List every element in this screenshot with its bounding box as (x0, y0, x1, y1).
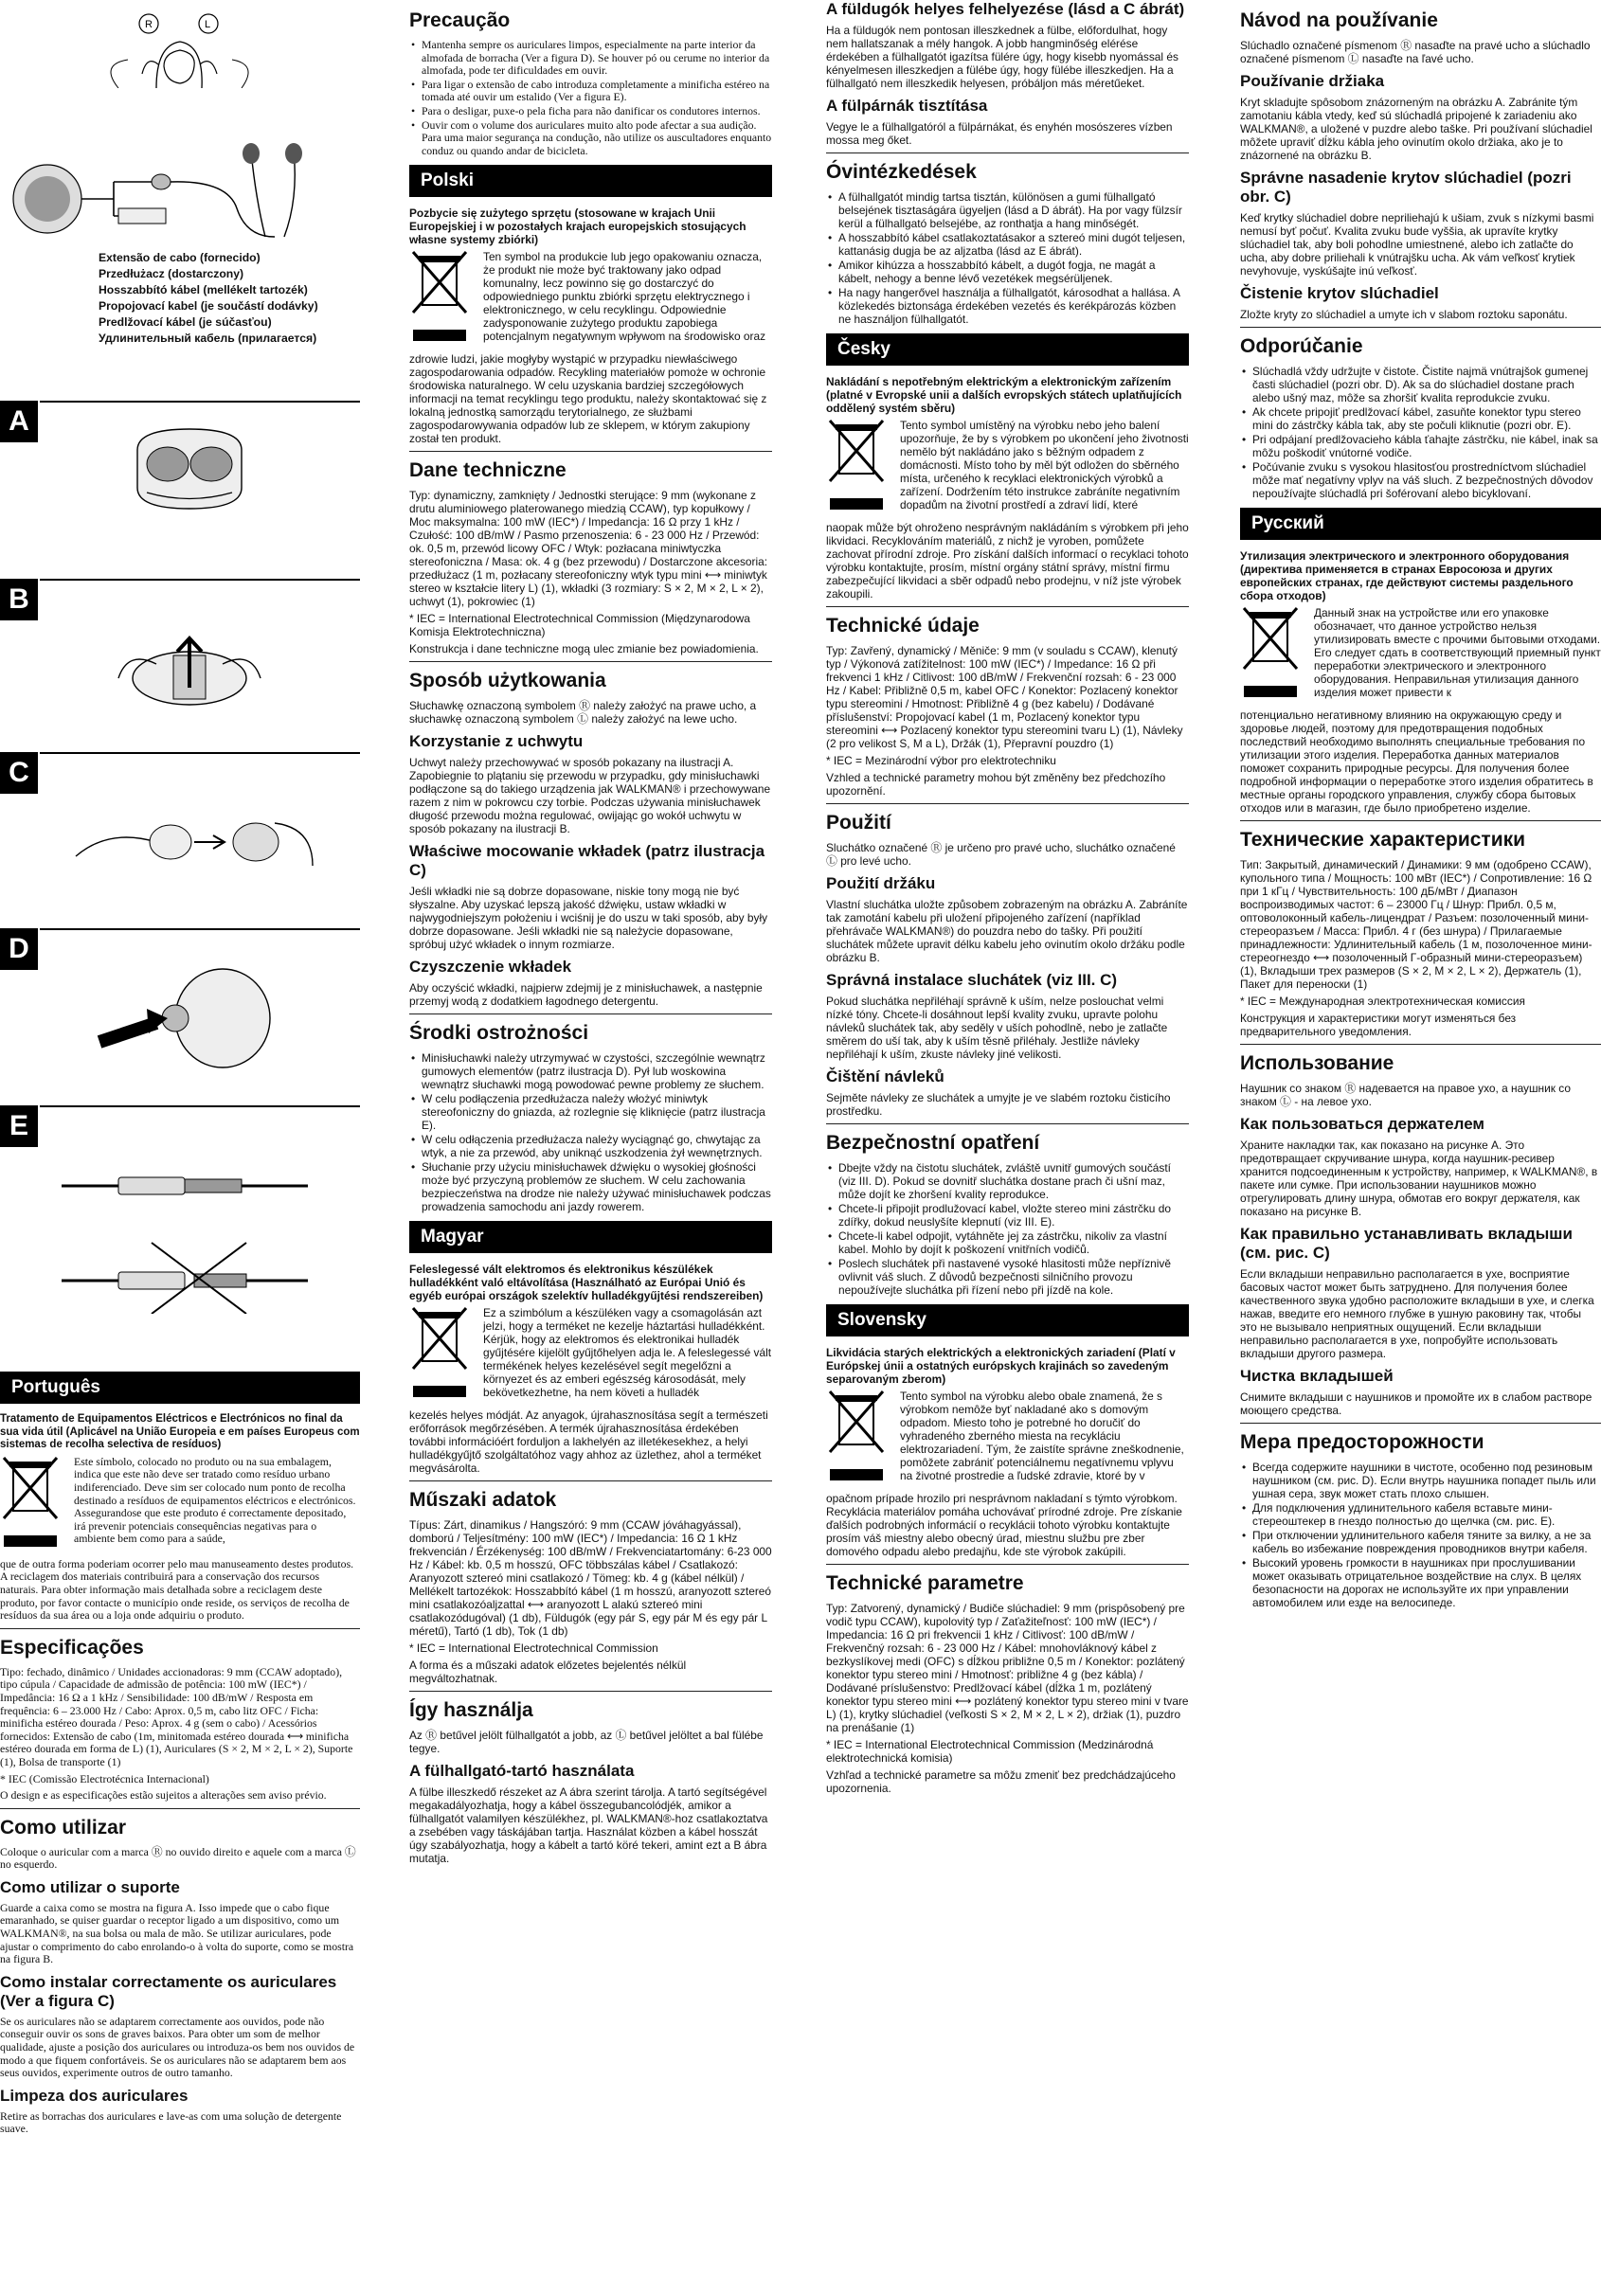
precautions-list (826, 1161, 1189, 1297)
use-heading: Использование (1240, 1052, 1394, 1074)
cable-label-ru: Удлинительный кабель (прилагается) (99, 332, 317, 345)
cable-label-pl: Przedłużacz (dostarczony) (99, 267, 244, 280)
list-item: • Słuchanie przy użyciu minisłuchawek dźwięku o wysokiej głośności może być przyczyną problemów ze słuchem. W celu zachowania bezpieczeństwa na drodze nie należy używać minisłuchawek podczas prowadzenia samochodu ani jazdy rowerem. (409, 1160, 772, 1213)
holder-heading: Použití držáku (826, 874, 936, 892)
precaucao-list (409, 39, 772, 157)
install-text: Pokud sluchátka nepřiléhají správně k uším, nelze poslouchat velmi nízké tóny. Chcete-li dosáhnout lepší kvality zvuku, upravte polohu návleků sluchátek tak, aby seděly v uších pohodlně, nebo je zatlačte směrem do uší tak, aby k uším těsně přiléhaly. Jestliže návleky nepřiléhají k uším, zkuste návleky jiné velikosti. (826, 995, 1168, 1061)
use-heading: Sposób użytkowania (409, 670, 606, 692)
use-heading: Como utilizar (0, 1816, 127, 1839)
install-heading: A füldugók helyes felhelyezése (lásd a C ábrát) (826, 0, 1185, 18)
weee-title: Feleslegessé vált elektromos és elektronikus készülékek hulladékként való eltávolítása (Használható az Európai Unió és egyéb európai országok szelektív hulladékgyűjtési rendszereiben) (409, 1263, 764, 1303)
precautions-list (1240, 1461, 1601, 1609)
install-heading: Właściwe mocowanie wkładek (patrz ilustracja C) (409, 842, 765, 880)
figure-extension-cable (9, 142, 322, 251)
clean-heading: Čistenie krytov slúchadiel (1240, 284, 1439, 302)
install-heading: Как правильно устанавливать вкладыши (см. рис. C) (1240, 1225, 1573, 1262)
list-item: • При отключении удлинительного кабеля тяните за вилку, а не за кабель во избежание повреждения проводников внутри кабеля. (1240, 1529, 1601, 1555)
figure-section-e (0, 1105, 360, 1333)
use-text: Słuchawkę oznaczoną symbolem Ⓡ należy założyć na prawe ucho, a słuchawkę oznaczoną symbolem Ⓛ należy założyć na lewe ucho. (409, 699, 757, 726)
list-item: • A fülhallgatót mindig tartsa tisztán, különösen a gumi fülhallgató belsejének tisztaságára ügyeljen (lásd a D ábrát). Ha por vagy fülzsír kerül a fülhallgató belsejébe, az ronthatja a hang minőségét. (826, 190, 1189, 230)
language-bar-russian: Русский (1240, 508, 1601, 540)
precautions-heading: Środki ostrożności (409, 1022, 589, 1045)
use-text: Az Ⓡ betűvel jelölt fülhallgatót a jobb, az Ⓛ betűvel jelöltet a bal fülébe tegye. (409, 1729, 764, 1756)
section-slovensky (826, 1304, 1189, 1795)
list-item: • W celu podłączenia przedłużacza należy włożyć miniwtyk stereofoniczny do gniazda, aż rozlegnie się kliknięcie (patrz ilustracja E). (409, 1092, 772, 1132)
clean-text: Aby oczyścić wkładki, najpierw zdejmij je z minisłuchawek, a następnie przemyj wodą z dodatkiem łagodnego detergentu. (409, 981, 763, 1009)
weee-text: Данный знак на устройстве или его упаковке обозначает, что данное устройство нельзя утилизировать вместе с прочими бытовыми отходами. Его следует сдать в соответствующий приемный пункт переработки электрического и электронного оборудования. Неправильная утилизация данного изделия может привести к (1314, 606, 1601, 699)
spec-heading: Especificações (0, 1636, 144, 1659)
weee-bin-icon (409, 250, 476, 352)
precautions-list (1240, 365, 1601, 500)
list-item: • Amikor kihúzza a hosszabbító kábelt, a dugót fogja, ne magát a kábelt, nehogy a benne lévő vezetékek megsérüljenek. (826, 259, 1189, 285)
spec-heading: Technické parametre (826, 1572, 1024, 1594)
spec-note: * IEC = International Electrotechnical Commission (409, 1641, 658, 1656)
list-item: • W celu odłączenia przedłużacza należy wyciągnąć go, chwytając za wtyk, a nie za przewód, aby uniknąć uszkodzenia żył wewnętrznych. (409, 1133, 772, 1159)
spec-note: * IEC = International Electrotechnical Commission (Medzinárodná elektrotechnická komisia) (826, 1738, 1154, 1765)
clean-heading: Чистка вкладышей (1240, 1367, 1394, 1385)
holder-heading: Como utilizar o suporte (0, 1877, 180, 1896)
weee-continued: zdrowie ludzi, jakie mogłyby wystąpić w przypadku niewłaściwego zagospodarowania odpadów. Recykling materiałów pomoże w ochronie środowiska naturalnego. W celu uzyskania bardziej szczegółowych informacji na temat recyklingu tego produktu, należy skontaktować się z lokalną jednostką samorządu terytorialnego, ze służbami zagospodarowywania odpadów lub ze sklepem, w którym zakupiony został ten produkt. (409, 352, 767, 446)
list-item: • Высокий уровень громкости в наушниках при прослушивании может оказывать отрицательное воздействие на слух. В целях безопасности на дорогах не используйте их при управлении автомобилем или езде на велосипеде. (1240, 1556, 1601, 1609)
list-item: • Dbejte vždy na čistotu sluchátek, zvláště uvnitř gumových součástí (viz III. D). Pokud se dovnitř sluchátka dostane prach či ušní maz, může dojít ke zhoršení kvality reprodukce. (826, 1161, 1189, 1201)
list-item: • Ha nagy hangerővel használja a fülhallgatót, károsodhat a hallása. A közlekedés biztonsága érdekében vezetés és kerékpározás közben ne használjon fülhallgatót. (826, 286, 1189, 326)
figure-section-c (0, 752, 360, 946)
spec-text: Tipo: fechado, dinâmico / Unidades accionadoras: 9 mm (CCAW adoptado), tipo cúpula / Capacidade de admissão de potência: 100 mW (IEC*) / Impedância: 16 Ω a 1 kHz / Sensibilidade: 100 dB/mW / Resposta em frequência: 6 – 23.000 Hz / Cabo: Aprox. 0,5 m, cabo litz OFC / Ficha: minificha estéreo dourada / Peso: Aprox. 4 g (sem o cabo) / Acessórios fornecidos: Extensão de cabo (1m, minitomada estéreo dourada ⟷ minificha estéreo dourada em forma de L) (1), Auriculares (S × 2, M × 2, L × 2), Suporte (1), Bolsa de transporte (1) (0, 1664, 353, 1768)
weee-continued: naopak může být ohroženo nesprávným nakládáním s výrobkem při jeho likvidaci. Recyklováním materiálů, z nichž je vyroben, pomůžete zachovat přírodní zdroje. Pro získání dalších informací o recyklaci tohoto výrobku kontaktujte, prosím, místní orgány státní správy, místní firmu zabezpečující likvidaci a sběr odpadů nebo prodejnu, v níž jste výrobek zakoupili. (826, 521, 1189, 601)
language-bar-portugues: Português (0, 1372, 360, 1404)
list-item: • Ouvir com o volume dos auriculares muito alto pode afectar a sua audição. Para uma maior segurança na condução, não utilize os auscultadores enquanto conduz ou quando andar de bicicleta. (409, 119, 772, 158)
use-text: Slúchadlo označené písmenom Ⓡ nasaďte na pravé ucho a slúchadlo označené písmenom Ⓛ nasaďte na ľavé ucho. (1240, 39, 1591, 65)
section-cesky (826, 333, 1189, 1297)
use-heading: Így használja (409, 1699, 533, 1722)
weee-text: Este símbolo, colocado no produto ou na sua embalagem, indica que este não deve ser tratado como resíduo urbano indiferenciado. Deve sim ser colocado num ponto de recolha destinado a resíduos de equipamentos eléctricos e electrónicos. Assegurandose que este produto é correctamente depositado, irá prevenir potenciais consequências negativas para o ambiente bem como para a saúde, (74, 1454, 356, 1546)
weee-bin-icon (1240, 606, 1306, 709)
column-4 (1240, 0, 1601, 2296)
figure-section-a (0, 401, 360, 595)
install-heading: Como instalar correctamente os auriculares (Ver a figura C) (0, 1972, 337, 2010)
precaucao-heading: Precaução (409, 9, 511, 31)
install-text: Se os auriculares não se adaptarem correctamente aos ouvidos, pode não conseguir ouvir os sons de graves baixos. Para obter um som de melhor qualidade, ajuste a posição dos auriculares ou introduza-os bem nos ouvidos de modo a que fiquem confortáveis. Se os auriculares não se adaptarem bem aos seus ouvidos, experimente outros de outro tamanho. (0, 2014, 355, 2080)
section-precaucao (409, 9, 772, 157)
figure-section-b (0, 579, 360, 773)
weee-title: Утилизация электрического и электронного оборудования (директива применяется в странах Евросоюза и других европейских странах, где действуют системы раздельного сбора отходов) (1240, 549, 1574, 602)
spec-note: * IEC = Mezinárodní výbor pro elektrotechniku (826, 754, 1056, 767)
weee-bin-icon (826, 1390, 892, 1492)
precautions-heading: Мера предосторожности (1240, 1431, 1484, 1453)
list-item: • Para o desligar, puxe-o pela ficha para não danificar os condutores internos. (409, 105, 772, 118)
clean-text: Sejměte návleky ze sluchátek a umyjte je ve slabém roztoku čisticího prostředku. (826, 1091, 1171, 1118)
figure-letter-d: D (0, 928, 38, 970)
weee-title: Pozbycie się zużytego sprzętu (stosowane w krajach Unii Europejskiej i w pozostałych krajach europejskich stosujących własne systemy zbiórki) (409, 206, 747, 247)
holder-heading: Как пользоваться держателем (1240, 1115, 1484, 1133)
weee-text: Ten symbol na produkcie lub jego opakowaniu oznacza, że produkt nie może być traktowany jako odpad komunalny, lecz powinno się go dostarczyć do odpowiedniego punktu zbiórki sprzętu elektrycznego i elektronicznego, w celu recyklingu. Odpowiednie zadysponowanie zużytego produktu zapobiega potencjalnym negatywnym wpływom na środowisko oraz (483, 250, 766, 344)
figure-section-d (0, 928, 360, 1122)
list-item: • Chcete-li připojit prodlužovací kabel, vložte stereo mini zástrčku do zdířky, dokud neuslyšíte klepnutí (viz III. E). (826, 1202, 1189, 1229)
spec-note-2: A forma és a műszaki adatok előzetes bejelentés nélkül megváltozhatnak. (409, 1659, 687, 1686)
list-item: • Para ligar o extensão de cabo introduza completamente a minificha estéreo na tomada até ouvir um estalido (Ver a figura E). (409, 79, 772, 104)
use-heading: Návod na používanie (1240, 9, 1438, 31)
eartip-cleaning-illustration (90, 961, 279, 1075)
holder-illustration (118, 422, 261, 516)
column-3 (826, 0, 1189, 2296)
spec-text: Typ: Zavřený, dynamický / Měniče: 9 mm (v souladu s CCAW), klenutý typ / Výkonová zatížitelnost: 100 mW (IEC*) / Impedance: 16 Ω při frekvenci 1 kHz / Citlivost: 100 dB/mW / Frekvenční rozsah: 6 - 23 000 Hz / Kabel: Přibližně 0,5 m, kabel OFC / Konektor: Pozlacený konektor typu stereomini / Hmotnost: Přibližně 4 g (bez kabelu) / Dodávané příslušenství: Propojovací kabel (1 m, Pozlacený konektor typu stereomini ⟷ Pozlacený konektor typu stereomini tvaru L) (1), Návleky (2 pro velikost S, M a L), Držák (1), Přepravní pouzdro (1) (826, 644, 1183, 750)
clean-text: Снимите вкладыши с наушников и промойте их в слабом растворе моющего средства. (1240, 1390, 1592, 1417)
plug-connect-illustration (62, 1153, 308, 1314)
spec-note-2: O design e as especificações estão sujeitos a alterações sem aviso prévio. (0, 1788, 327, 1803)
spec-text: Típus: Zárt, dinamikus / Hangszóró: 9 mm (CCAW jóváhagyással), domború / Teljesítmény: 100 mW (IEC*) / Impedancia: 16 Ω 1 kHz frekvencián / Érzékenység: 100 dB/mW / Frekvenciatartomány: 6-23 000 Hz / Kábel: kb. 0,5 m hosszú, OFC többszálas kábel / Csatlakozó: Aranyozott sztereó mini csatlakozó / Tömeg: kb. 4 g (kábel nélkül) / Mellékelt tartozékok: Hosszabbító kábel (1 m hosszú, aranyozott sztereó mini csatlakozóaljzattal ⟷ aranyozott L alakú sztereó mini csatlakozódugóval) (1 db), Füldugók (egy pár S, egy pár M és egy pár L méretű), Tartó (1 db), Tok (1 db) (409, 1518, 772, 1639)
list-item: • Chcete-li kabel odpojit, vytáhněte jej za zástrčku, nikoliv za vlastní kabel. Mohlo by dojít k poškození vnitřních vodičů. (826, 1229, 1189, 1256)
holder-text: Uchwyt należy przechowywać w sposób pokazany na ilustracji A. Zapobiegnie to plątaniu się przewodu w przypadku, gdy minisłuchawki podłączone są do takiego urządzenia jak WALKMAN® i przechowywane razem z nim w pokrowcu czy torbie. Podczas używania minisłuchawek długość przewodu można regulować, owijając go wokół uchwytu w sposób pokazany na ilustracji B. (409, 756, 771, 836)
weee-text: Tento symbol umístěný na výrobku nebo jeho balení upozorňuje, že by s výrobkem po ukončení jeho životnosti nemělo být nakládáno jako s běžným odpadem z domácnosti. Místo toho by měl být odložen do sběrného místa, určeného k recyklaci elektronických výrobků a zařízení. Dodržením této instrukce zabráníte negativním dopadům na životní prostředí a zdraví lidí, které (900, 419, 1189, 511)
language-bar-slovensky: Slovensky (826, 1304, 1189, 1336)
spec-note: * IEC = Международная электротехническая комиссия (1240, 995, 1525, 1008)
cable-label-sk: Predlžovací kábel (je súčasťou) (99, 315, 272, 329)
install-heading: Správne nasadenie krytov slúchadiel (pozri obr. C) (1240, 169, 1572, 206)
use-text: Наушник со знаком Ⓡ надевается на правое ухо, а наушник со знаком Ⓛ - на левое ухо. (1240, 1082, 1571, 1108)
weee-continued: потенциально негативному влиянию на окружающую среду и здоровье людей, поэтому для предотвращения подобных последствий необходимо выполнять специальные требования по утилизации этого изделия. Переработка данных материалов поможет сохранить природные ресурсы. Для получения более подробной информации о переработке этого изделия обратитесь в местные органы городского управления, службу сбора бытовых отходов или в магазин, где было приобретено изделие. (1240, 709, 1593, 815)
language-bar-polski: Polski (409, 165, 772, 197)
clean-text: Zložte kryty zo slúchadiel a umyte ich v slabom roztoku saponátu. (1240, 308, 1568, 321)
use-text: Coloque o auricular com a marca Ⓡ no ouvido direito e aquele com a marca Ⓛ no esquerdo. (0, 1844, 356, 1872)
precautions-list (409, 1051, 772, 1213)
list-item: • Minisłuchawki należy utrzymywać w czystości, szczególnie wewnątrz gumowych elementów (patrz ilustracja D). Pył lub woskowina wewnątrz słuchawki mogą powodować pewne problemy ze słuchem. (409, 1051, 772, 1091)
cable-label-pt: Extensão de cabo (fornecido) (99, 251, 261, 264)
section-polski (409, 165, 772, 1213)
list-item: • Для подключения удлинительного кабеля вставьте мини-стереоштекер в гнездо полностью до щелчка (см. рис. E). (1240, 1501, 1601, 1528)
weee-continued: kezelés helyes módját. Az anyagok, újrahasznosítása segít a természeti erőforrások megőrzésében. A termék újrahasznosítása érdekében további információért forduljon a lakhelyén az illetékesekhez, a helyi hulladékgyűjtő szolgáltatóhoz vagy ahhoz az üzlethez, ahol a terméket megvásárolta. (409, 1408, 768, 1476)
spec-text: Typ: dynamiczny, zamknięty / Jednostki sterujące: 9 mm (wykonane z drutu aluminiowego platerowanego miedzią CCAW), typ kopułkowy / Moc maksymalna: 100 mW (IEC*) / Impedancja: 16 Ω przy 1 kHz / Czułość: 100 dB/mW / Pasmo przenoszenia: 6 - 23 000 Hz / Przewód: ok. 0,5 m, przewód licowy OFC / Wtyk: pozłacana miniwtyczka stereofoniczna / Masa: ok. 4 g (bez przewodu) / Dostarczone akcesoria: przedłużacz (1 m, pozłacany stereofoniczny wtyk typu mini ⟷ miniwtyk stereo w kształcie litery L) (1), wkładki (3 rozmiary: S × 2, M × 2, L × 2), uchwyt (1), pokrowiec (1) (409, 489, 768, 609)
clean-heading: Limpeza dos auriculares (0, 2086, 189, 2105)
install-text: Jeśli wkładki nie są dobrze dopasowane, niskie tony mogą nie być słyszalne. Aby uzyskać lepszą jakość dźwięku, ustaw wkładki w najwygodniejszym położeniu i wciśnij je do uszu w taki sposób, aby były dobrze dopasowane. Jeśli wkładki nie są należycie dopasowane, spróbuj użyć wkładek o innym rozmiarze. (409, 885, 768, 952)
weee-title: Nakládání s nepotřebným elektrickým a elektronickým zařízením (platné v Evropské unii a dalších evropských státech uplatňujících oddělený systém sběru) (826, 375, 1182, 415)
figure-letter-b: B (0, 579, 38, 620)
column-2 (409, 0, 772, 2296)
holder-text: A fülbe illeszkedő részeket az A ábra szerint tárolja. A tartó segítségével megakadályozhatja, hogy a kábel összegubancolódjék, amikor a fülhallgatót valamilyen készülékhez, pl. WALKMAN®-hoz csatlakoztatva a zsebében vagy táskájában tartja. Használat közben a kábel hosszát úgy szabályozhatja, hogy a kábelt a tartó köré tekeri, amint ezt a B ábra mutatja. (409, 1785, 768, 1866)
spec-text: Тип: Закрытый, динамический / Динамики: 9 мм (одобрено CCAW), купольного типа / Мощность: 100 мВт (IEC*) / Сопротивление: 16 Ω при 1 кГц / Чувствительность: 100 дБ/мВт / Диапазон воспроизводимых частот: 6 – 23000 Гц / Шнур: Прибл. 0,5 м, оптоволоконный кабель-лицендрат / Разъем: позолоченный мини-стереоразъем / Масса: Прибл. 4 г (без шнура) / Прилагаемые принадлежности: Удлинительный кабель (1 м, позолоченное мини-стереогнездо ⟷ позолоченный Г-образный мини-стереоразъем) (1), Вкладыши трех размеров (S × 2, M × 2, L × 2), Держатель (1), Пакет для переноски (1) (1240, 858, 1592, 991)
list-item: • A hosszabbító kábel csatlakoztatásakor a sztereó mini dugót teljesen, kattanásig dugja be az aljzatba (lásd az E ábrát). (826, 231, 1189, 258)
weee-bin-icon (0, 1456, 66, 1558)
clean-heading: Czyszczenie wkładek (409, 958, 572, 977)
language-bar-magyar: Magyar (409, 1221, 772, 1253)
spec-note: * IEC = International Electrotechnical Commission (Międzynarodowa Komisja Elektrotechniczna) (409, 612, 750, 639)
ear-mark-l: L (205, 19, 211, 30)
weee-bin-icon (409, 1306, 476, 1408)
spec-text: Typ: Zatvorený, dynamický / Budiče slúchadiel: 9 mm (prispôsobený pre vodič typu CCAW), kupolovitý typ / Zaťažiteľnosť: 100 mW (IEC*) / Impedancia: 16 Ω pri frekvencii 1 kHz / Citlivosť: 100 dB/mW / Frekvenčný rozsah: 6 - 23 000 Hz / Kábel: mnohovláknový kábel z bezkyslíkovej medi (OFC) s dĺžkou približne 0,5 m / Konektor: pozlátený konektor typu stereo mini / Hmotnosť: približne 4 g (bez kábla) / Dodávané príslušenstvo: Predlžovací kábel (dĺžka 1 m, pozlátený konektor typu stereo mini ⟷ pozlátený konektor typu stereo mini v tvare L) (1), krytky slúchadiel (veľkosti S × 2, M × 2, L × 2), držiak (1), puzdro na prenášanie (1) (826, 1602, 1189, 1734)
clean-heading: A fülpárnák tisztítása (826, 97, 988, 115)
install-text: Ha a füldugók nem pontosan illeszkednek a fülbe, előfordulhat, hogy nem hallatszanak a mély hangok. A jobb hangminőség elérése érdekében a fülhallgatót igazítsa fülére úgy, hogy kisebb nyomással és kényelmesen illeszkedjen a fülébe úgy, hogy fülébe illeszkedjen. Ha a fülhallgató nem illeszkedik helyesen, próbáljon más méretűeket. (826, 24, 1178, 90)
install-text: Если вкладыши неправильно располагается в ухе, восприятие басовых частот может быть затруднено. Для получения более качественного звука удобно расположите вкладыши в ухе, и слегка нажав, введите его немного глубже в ушную раковину так, чтобы это не вызывало неприятных ощущений. Если вкладыши неправильно располагается в ухе, попробуйте использовать вкладыши другого размера. (1240, 1267, 1594, 1360)
holder-text: Guarde a caixa como se mostra na figura A. Isso impede que o cabo fique emaranhado, se quiser guardar o receptor ligado a um dispositivo, como um WALKMAN®, na sua bolsa ou mala de mão. Se utilizar auriculares, pode ajustar o comprimento do cabo enrolando-o à volta do suporte, como se mostra na figura B. (0, 1900, 354, 1966)
clean-text: Retire as borrachas dos auriculares e lave-as com uma solução de detergente suave. (0, 2108, 342, 2136)
section-magyar-continued (826, 0, 1189, 326)
precautions-heading: Óvintézkedések (826, 161, 977, 183)
section-slovensky-continued (1240, 9, 1601, 500)
clean-text: Vegye le a fülhallgatóról a fülpárnákat, és enyhén mosószeres vízben mossa meg őket. (826, 120, 1173, 147)
spec-note-2: Konstrukcja i dane techniczne mogą ulec zmianie bez powiadomienia. (409, 642, 759, 656)
spec-heading: Dane techniczne (409, 459, 567, 482)
figure-letter-c: C (0, 752, 38, 794)
spec-note: * IEC (Comissão Electrotécnica Internacional) (0, 1771, 209, 1785)
weee-text: Ez a szimbólum a készüléken vagy a csomagolásán azt jelzi, hogy a terméket ne kezelje háztartási hulladékként. Kérjük, hogy az elektromos és elektronikai hulladék gyűjtésére kijelölt gyűjtőhelyen adja le. A feleslegessé vált termékének helyes kezelésével segít megelőzni a környezet és az emberi egészség károsodását, mely bekövetkezhetne, ha nem követi a hulladék (483, 1306, 772, 1400)
list-item: • Mantenha sempre os auriculares limpos, especialmente na parte interior da almofada de borracha (Ver a figura D). Se houver pó ou cerume no interior da almofada, pode ter dificuldades em ouvir. (409, 39, 772, 78)
install-heading: Správná instalace sluchátek (viz III. C) (826, 971, 1118, 989)
list-item: • Slúchadlá vždy udržujte v čistote. Čistite najmä vnútrajšok gumenej časti slúchadiel (pozri obr. D). Ak sa do slúchadiel dostane prach alebo ušný maz, môže sa zhoršiť kvalita reprodukcie zvuku. (1240, 365, 1601, 404)
column-1 (0, 0, 360, 2296)
holder-heading: A fülhallgató-tartó használata (409, 1762, 635, 1781)
holder-text: Vlastní sluchátka uložte způsobem zobrazeným na obrázku A. Zabráníte tak zamotání kabelu při uložení připojeného zařízení (například přehrávače WALKMAN®) do pouzdra nebo do tašky. Při použití sluchátek můžete upravit délku kabelu jeho ovinutím okolo držáku podle obrázku B. (826, 898, 1188, 964)
figure-letter-a: A (0, 401, 38, 442)
spec-note-2: Конструкция и характеристики могут изменяться без предварительного уведомления. (1240, 1012, 1517, 1038)
list-item: • Pri odpájaní predlžovacieho kábla ťahajte zástrčku, nie kábel, inak sa môžu poškodiť vnútorné vodiče. (1240, 433, 1601, 459)
clean-heading: Čištění návleků (826, 1067, 944, 1085)
holder-heading: Používanie držiaka (1240, 72, 1385, 90)
section-portugues (0, 1364, 360, 2140)
weee-title: Likvidácia starých elektrických a elektronických zariadení (Platí v Európskej únii a ostatných európskych krajinách so zavedeným separovaným zberom) (826, 1346, 1176, 1386)
weee-text: Tento symbol na výrobku alebo obale znamená, že s výrobkom nemôže byť nakladané ako s domovým odpadom. Miesto toho je potrebné ho doručiť do vyhradeného zberného miesta na recykláciu elektrozariadení. Tým, že zaistíte správne zneškodnenie, pomôžete zabrániť potenciálnemu negatívnemu vplyvu na životné prostredie a ľudské zdravie, ktoré by v (900, 1390, 1184, 1482)
language-bar-cesky: Česky (826, 333, 1189, 366)
cable-label-cz: Propojovací kabel (je součástí dodávky) (99, 299, 318, 313)
precautions-list (826, 190, 1189, 326)
precautions-heading: Odporúčanie (1240, 335, 1363, 357)
weee-continued: que de outra forma poderiam ocorrer pelo mau manuseamento destes produtos. A reciclagem dos materiais contribuirá para a conservação dos recursos naturais. Para obter informação mais detalhada sobre a reciclagem deste produto, por favor contacte o município onde reside, os serviços de recolha de resíduos da sua área ou a loja onde adquiriu o produto. (0, 1556, 354, 1623)
cable-label-hu: Hosszabbító kábel (mellékelt tartozék) (99, 283, 308, 296)
list-item: • Poslech sluchátek při nastavené vysoké hlasitosti může nepříznivě ovlivnit váš sluch. Z důvodů bezpečnosti silničního provozu nepoužívejte sluchátka při řízení nebo při jízdě na kole. (826, 1257, 1189, 1297)
spec-heading: Műszaki adatok (409, 1489, 557, 1512)
list-item: • Počúvanie zvuku s vysokou hlasitosťou prostredníctvom slúchadiel môže mať negatívny vplyv na váš sluch. Z bezpečnostných dôvodov nepoužívajte slúchadlá pri šoférovaní alebo bicyklovaní. (1240, 460, 1601, 500)
list-item: • Ak chcete pripojiť predlžovací kábel, zasuňte konektor typu stereo mini do zástrčky kábla tak, aby ste počuli kliknutie (pozri obr. E). (1240, 405, 1601, 432)
spec-note-2: Vzhled a technické parametry mohou být změněny bez předchozího upozornění. (826, 771, 1166, 798)
figure-letter-e: E (0, 1105, 38, 1147)
holder-text: Kryt skladujte spôsobom znázorneným na obrázku A. Zabránite tým zamotaniu kábla vtedy, keď sú slúchadlá pripojené k zariadeniu ako WALKMAN®, a uložené v puzdre alebo taške. Pri používaní slúchadiel môžete upraviť dĺžku kábla jeho ovinutím okolo držiaka, ako je to znázornené na obrázku B. (1240, 96, 1592, 162)
list-item: • Всегда содержите наушники в чистоте, особенно под резиновым наушником (см. рис. D). Если внутрь наушника попадет пыль или ушная сера, звук может стать плохо слышен. (1240, 1461, 1601, 1500)
weee-continued: opačnom prípade hrozilo pri nesprávnom nakladaní s týmto výrobkom. Recyklácia materiálov pomáha uchovávať prírodné zdroje. Pre získanie ďalších podrobných informácií o recyklácii tohoto výrobku kontaktujte prosím váš miestny alebo obecný úrad, miestnu službu pre zber domového odpadu alebo predajňu, kde ste výrobok zakúpili. (826, 1492, 1182, 1558)
eartip-illustration (71, 790, 317, 885)
ear-mark-r: R (145, 19, 153, 30)
weee-title: Tratamento de Equipamentos Eléctricos e Electrónicos no final da sua vida útil (Aplicável na União Europeia e em países Europeus com sistemas de recolha selectiva de resíduos) (0, 1413, 360, 1451)
use-heading: Použití (826, 812, 891, 834)
spec-note-2: Vzhľad a technické parametre sa môžu zmeniť bez predchádzajúceho upozornenia. (826, 1768, 1176, 1795)
cable-wrap-illustration (109, 621, 270, 726)
spec-heading: Technické údaje (826, 615, 980, 637)
figure-person-illustration (90, 8, 261, 88)
holder-text: Храните накладки так, как показано на рисунке A. Это предотвращает скручивание шнура, когда наушник-ресивер хранится подсоединенным к устройству, например, к WALKMAN®, в пакете или сумке. При использовании наушников можно отрегулировать длину шнура, обмотав его вокруг держателя, как показано на рисунке B. (1240, 1139, 1598, 1218)
use-text: Sluchátko označené Ⓡ je určeno pro pravé ucho, sluchátko označené Ⓛ pro levé ucho. (826, 841, 1176, 868)
weee-bin-icon (826, 419, 892, 521)
section-russian (1240, 508, 1601, 1609)
install-text: Keď krytky slúchadiel dobre nepriliehajú k ušiam, zvuk s nízkymi basmi nemusí byť počuť. Kvalita zvuku bude vyššia, ak upravíte krytky slúchadiel tak, aby boli pohodlne umiestnené, alebo ich zatlačte do ucha, aby dobre priliehali k vnútrajšku ucha. Ak vám veľkosť krytiek nevyhovuje, vyskúšajte inú veľkosť. (1240, 211, 1594, 278)
section-magyar (409, 1221, 772, 1865)
holder-heading: Korzystanie z uchwytu (409, 732, 584, 751)
spec-heading: Технические характеристики (1240, 829, 1526, 851)
precautions-heading: Bezpečnostní opatření (826, 1132, 1040, 1154)
